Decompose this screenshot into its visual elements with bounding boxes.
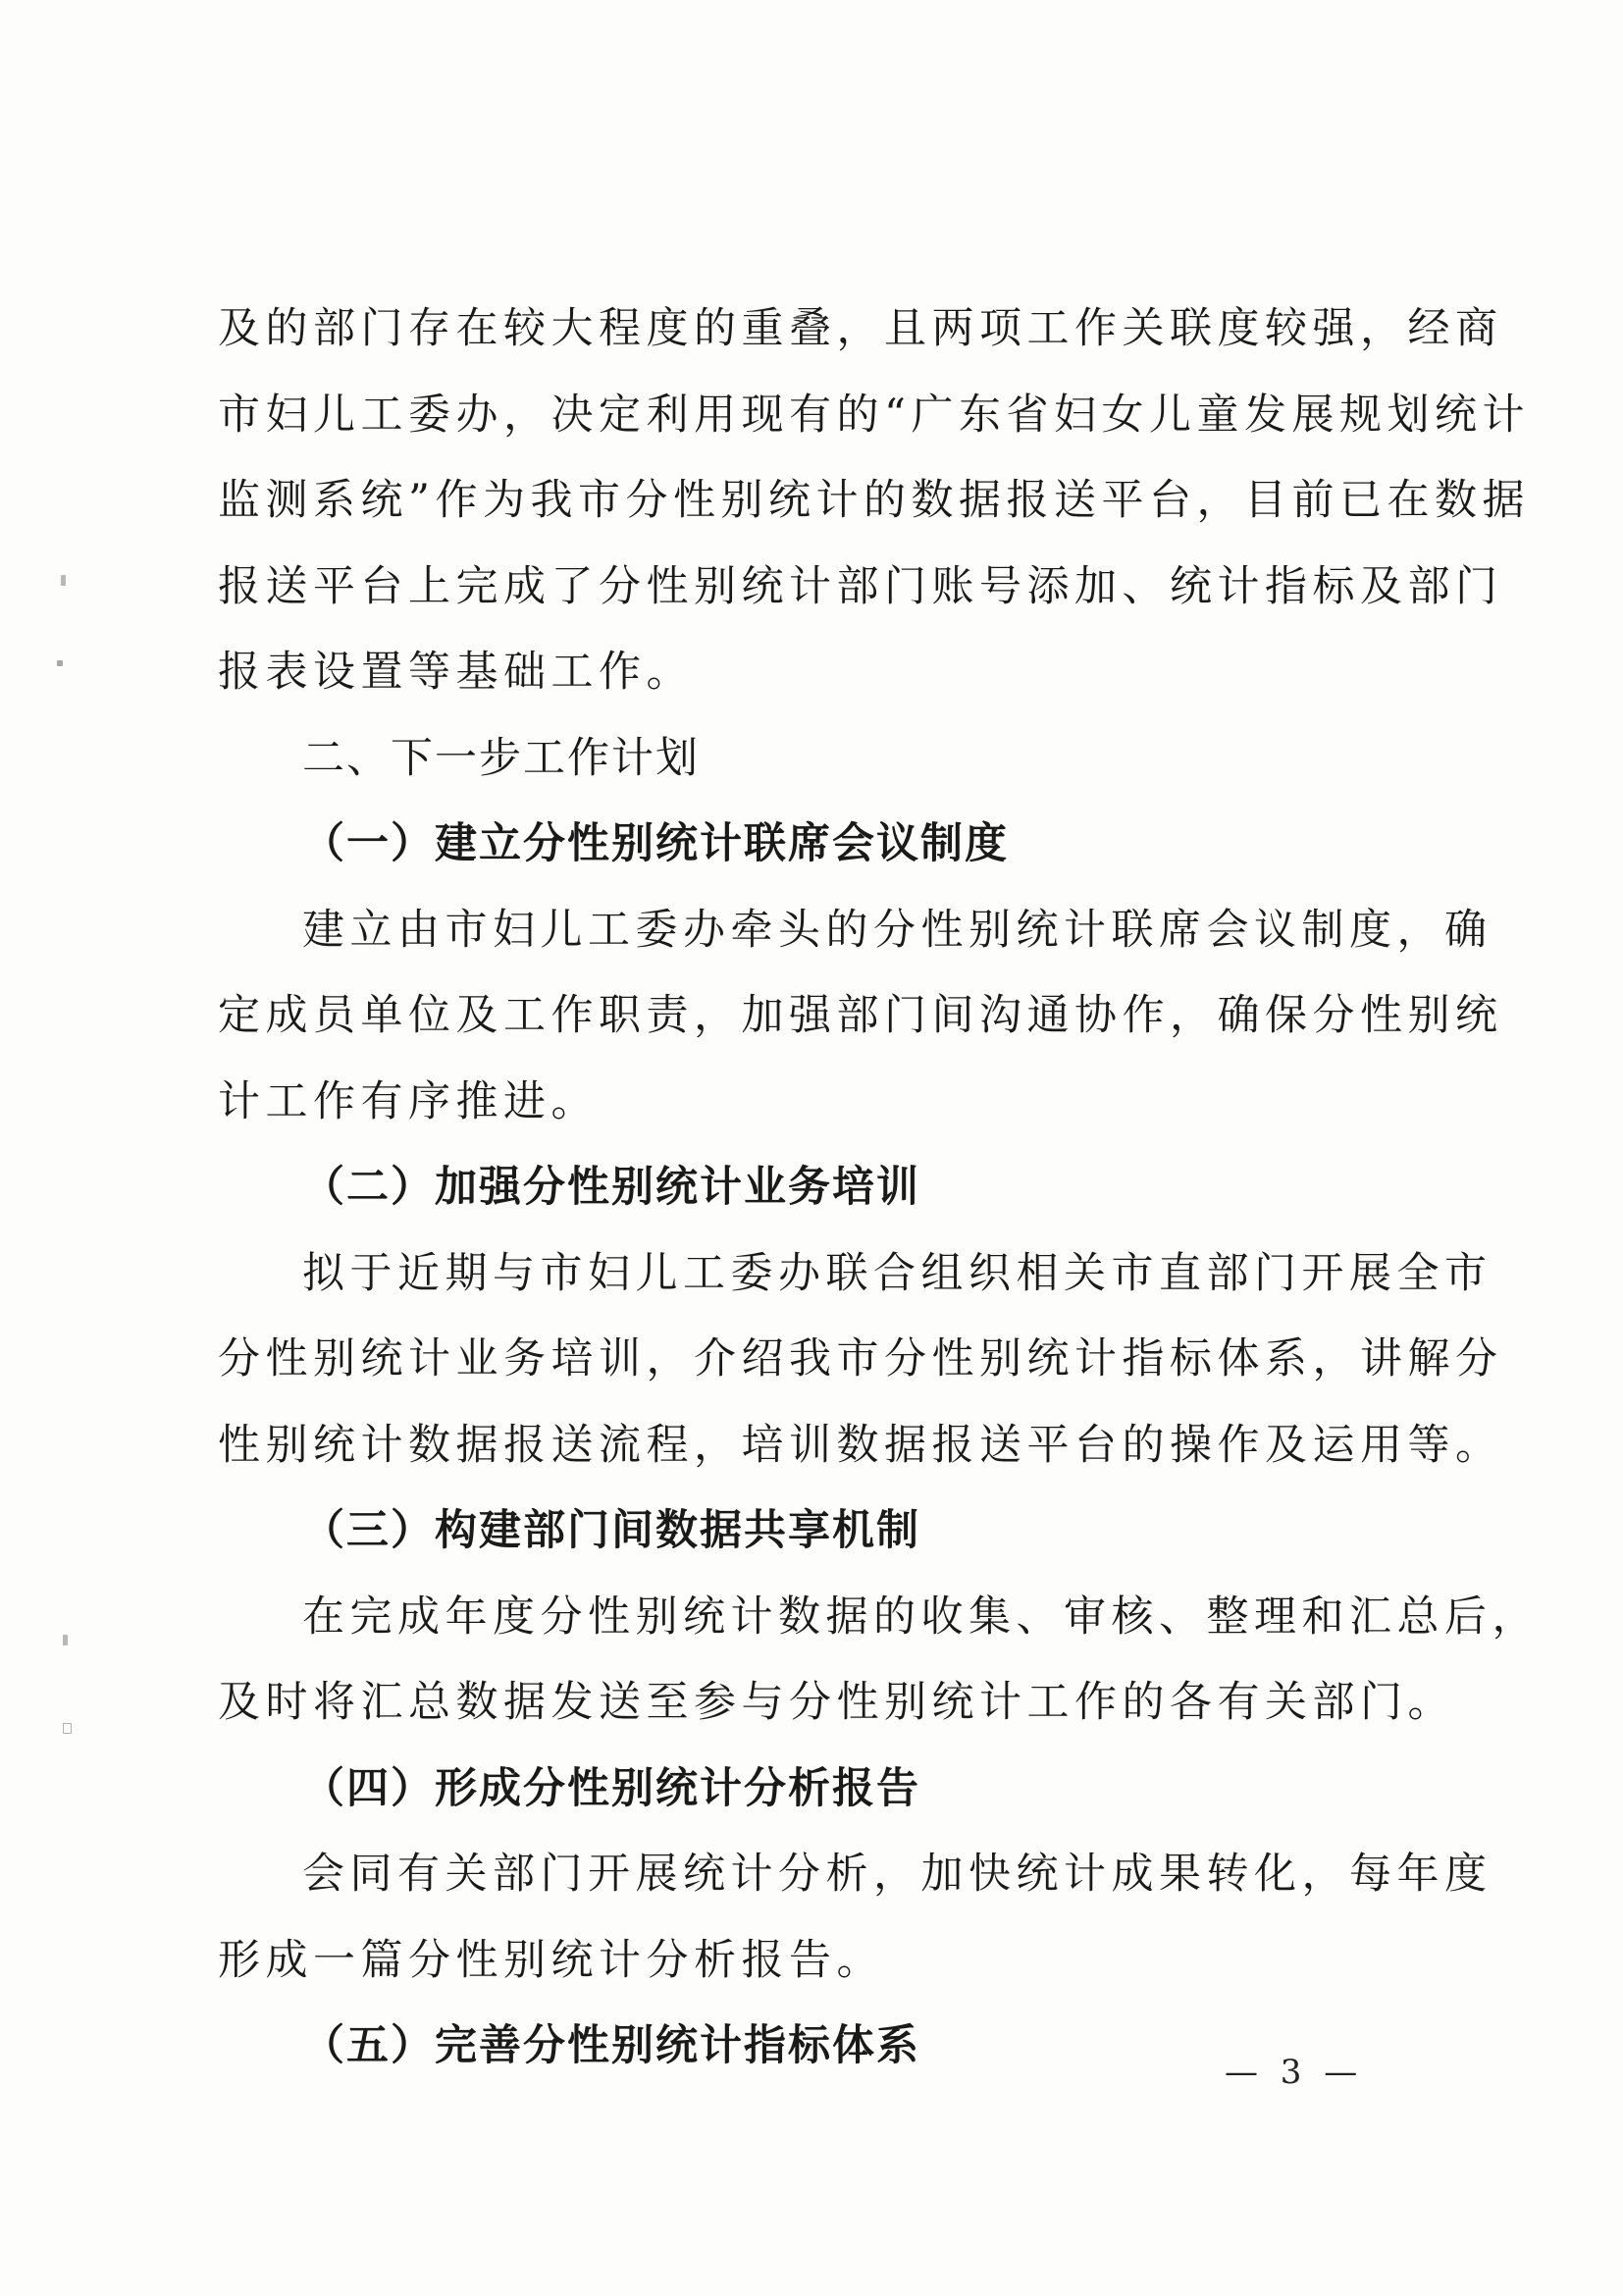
paragraph-line: 定成员单位及工作职责，加强部门间沟通协作，确保分性别统 (218, 991, 1503, 1040)
paragraph-line: 性别统计数据报送流程，培训数据报送平台的操作及运用等。 (218, 1420, 1503, 1470)
paragraph-line: 监测系统”作为我市分性别统计的数据报送平台，目前已在数据 (218, 476, 1530, 525)
scan-artifact (57, 660, 63, 666)
paragraph-line: 在完成年度分性别统计数据的收集、审核、整理和汇总后， (302, 1592, 1540, 1642)
scan-artifact (63, 1723, 72, 1734)
paragraph-line: 报表设置等基础工作。 (218, 648, 694, 697)
paragraph-line: 及时将汇总数据发送至参与分性别统计工作的各有关部门。 (218, 1678, 1455, 1727)
paragraph-line: 会同有关部门开展统计分析，加快统计成果转化，每年度 (302, 1850, 1492, 1899)
paragraph-line: 分性别统计业务培训，介绍我市分性别统计指标体系，讲解分 (218, 1334, 1503, 1383)
document-body (218, 287, 1540, 2090)
subsection-heading: （二）加强分性别统计业务培训 (302, 1163, 920, 1212)
section-heading: 二、下一步工作计划 (302, 733, 700, 783)
paragraph-line: 形成一篇分性别统计分析报告。 (218, 1935, 884, 1985)
paragraph-line: 市妇儿工委办，决定利用现有的“广东省妇女儿童发展规划统计 (218, 390, 1530, 440)
subsection-heading: （五）完善分性别统计指标体系 (302, 2021, 920, 2070)
paragraph-line: 报送平台上完成了分性别统计部门账号添加、统计指标及部门 (218, 561, 1503, 611)
subsection-heading: （一）建立分性别统计联席会议制度 (302, 819, 1009, 868)
paragraph-line: 计工作有序推进。 (218, 1076, 599, 1126)
paragraph-line: 拟于近期与市妇儿工委办联合组织相关市直部门开展全市 (302, 1248, 1492, 1298)
page-number: — 3 — (1225, 2053, 1364, 2092)
paragraph-line: 及的部门存在较大程度的重叠，且两项工作关联度较强，经商 (218, 304, 1503, 353)
subsection-heading: （四）形成分性别统计分析报告 (302, 1763, 920, 1813)
paragraph-line: 建立由市妇儿工委办牵头的分性别统计联席会议制度，确 (302, 905, 1492, 955)
scan-artifact (63, 1635, 68, 1645)
subsection-heading: （三）构建部门间数据共享机制 (302, 1506, 920, 1555)
scan-artifact (61, 575, 66, 586)
